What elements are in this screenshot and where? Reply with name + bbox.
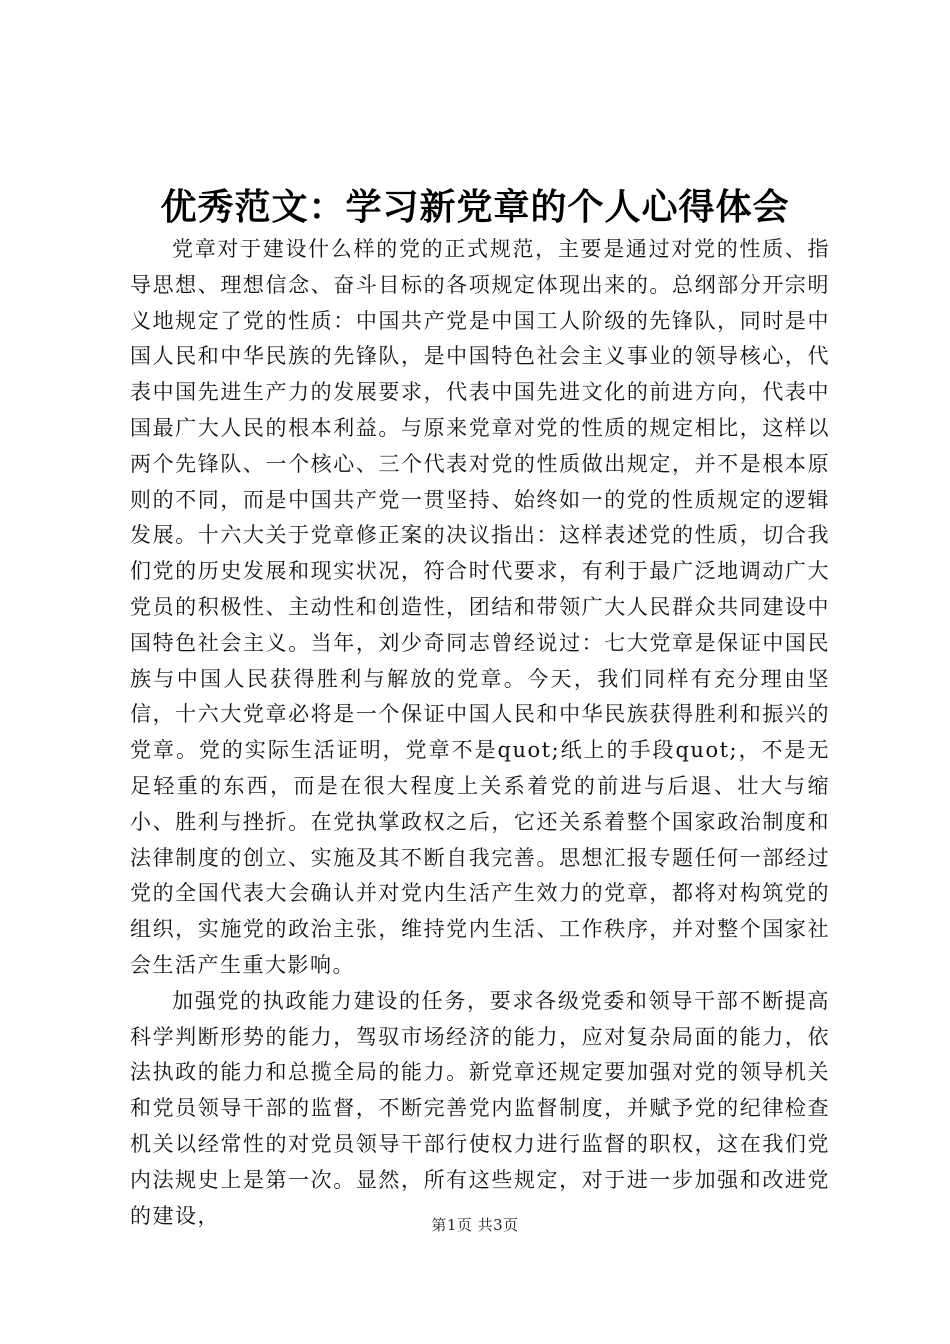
- document-body: [130, 232, 830, 1234]
- paragraph-1: 党章对于建设什么样的党的正式规范，主要是通过对党的性质、指导思想、理想信念、奋斗目标的各项规定体现出来的。总纲部分开宗明义地规定了党的性质：中国共产党是中国工人阶级的先锋队，同时是中国人民和中华民族的先锋队，是中国特色社会主义事业的领导核心，代表中国先进生产力的发展要求，代表中国先进文化的前进方向，代表中国最广大人民的根本利益。与原来党章对党的性质的规定相比，这样以两个先锋队、一个核心、三个代表对党的性质做出规定，并不是根本原则的不同，而是中国共产党一贯坚持、始终如一的党的性质规定的逻辑发展。十六大关于党章修正案的决议指出：这样表述党的性质，切合我们党的历史发展和现实状况，符合时代要求，有利于最广泛地调动广大党员的积极性、主动性和创造性，团结和带领广大人民群众共同建设中国特色社会主义。当年，刘少奇同志曾经说过：七大党章是保证中国民族与中国人民获得胜利与解放的党章。今天，我们同样有充分理由坚信，十六大党章必将是一个保证中国人民和中华民族获得胜利和振兴的党章。党的实际生活证明，党章不是quot;纸上的手段quot;，不是无足轻重的东西，而是在很大程度上关系着党的前进与后退、壮大与缩小、胜利与挫折。在党执掌政权之后，它还关系着整个国家政治制度和法律制度的创立、实施及其不断自我完善。思想汇报专题任何一部经过党的全国代表大会确认并对党内生活产生效力的党章，都将对构筑党的组织，实施党的政治主张，维持党内生活、工作秩序，并对整个国家社会生活产生重大影响。: [130, 237, 830, 977]
- paragraph-2: 加强党的执政能力建设的任务，要求各级党委和领导干部不断提高科学判断形势的能力，驾驭市场经济的能力，应对复杂局面的能力，依法执政的能力和总揽全局的能力。新党章还规定要加强对党的领导机关和党员领导干部的监督，不断完善党内监督制度，并赋予党的纪律检查机关以经常性的对党员领导干部行使权力进行监督的职权，这在我们党内法规史上是第一次。显然，所有这些规定，对于进一步加强和改进党的建设，: [130, 988, 830, 1228]
- document-title: 优秀范文：学习新党章的个人心得体会: [160, 186, 790, 228]
- page-footer: 第1页 共3页: [431, 1216, 519, 1234]
